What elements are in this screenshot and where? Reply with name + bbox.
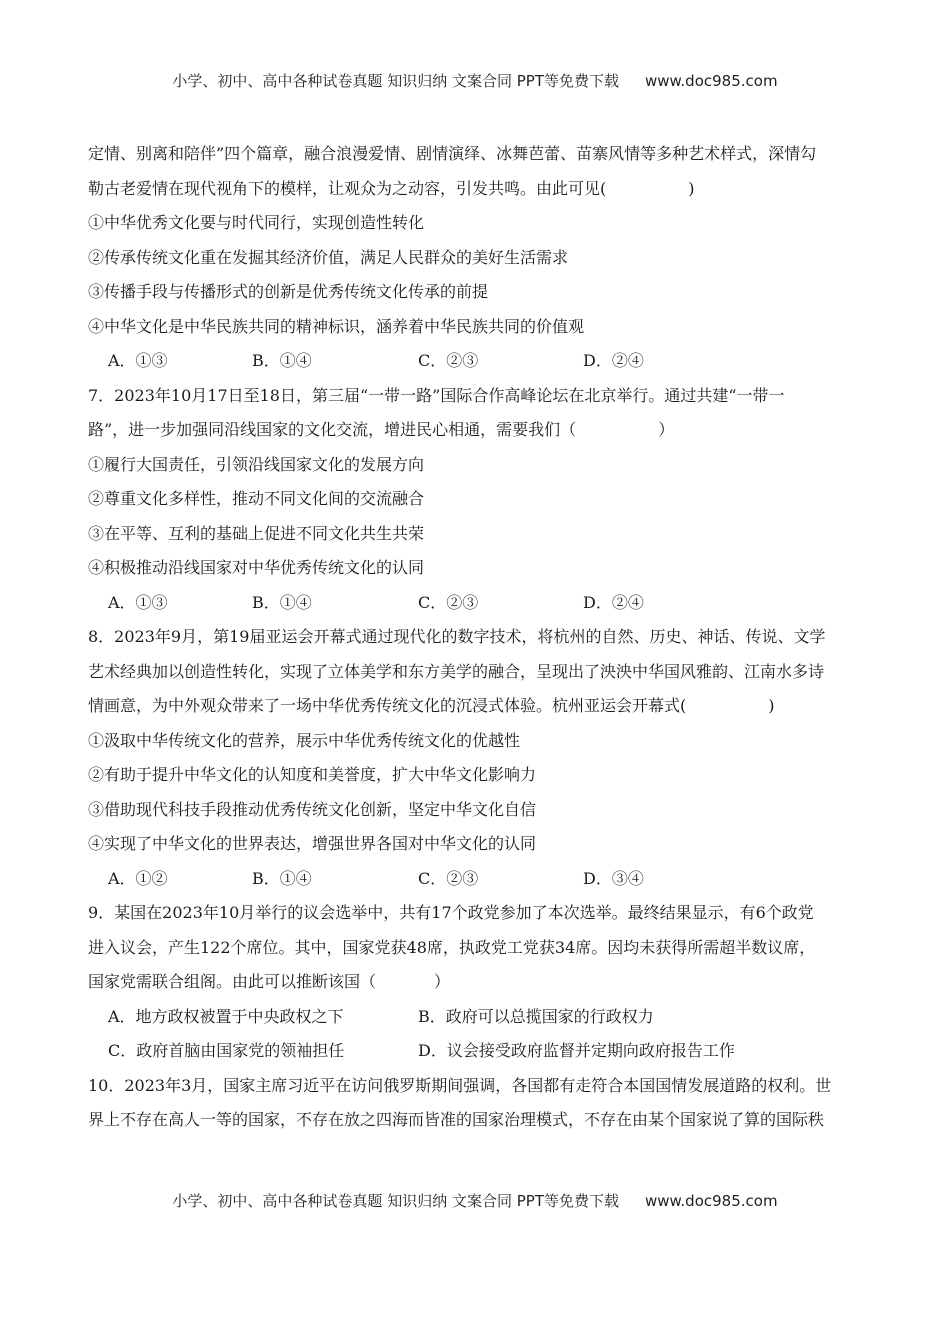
answer-options	[88, 344, 863, 379]
question-line: 艺术经典加以创造性转化，实现了立体美学和东方美学的融合，呈现出了泱泱中华国风雅韵、江南水多诗	[88, 661, 825, 681]
question-line: 定情、别离和陪伴”四个篇章，融合浪漫爱情、剧情演绎、冰舞芭蕾、苗寨风情等多种艺术样式，深情勾	[88, 144, 817, 163]
statement: ③在平等、互利的基础上促进不同文化共生共荣	[88, 523, 425, 543]
question-line: 10．2023年3月，国家主席习近平在访问俄罗斯期间强调，各国都有走符合本国国情发展道路的权利。世	[88, 1075, 832, 1095]
statement: ①中华优秀文化要与时代同行，实现创造性转化	[88, 213, 425, 232]
option-b[interactable]: B．政府可以总揽国家的行政权力	[418, 1006, 654, 1026]
question-line: 进入议会，产生122个席位。其中，国家党获48席，执政党工党获34席。因均未获得所需超半数议席，	[88, 937, 816, 957]
question-6	[88, 137, 863, 379]
option-c[interactable]: C．②③	[418, 351, 479, 370]
option-d[interactable]: D．议会接受政府监督并定期向政府报告工作	[418, 1041, 735, 1060]
statement: ④实现了中华文化的世界表达，增强世界各国对中华文化的认同	[88, 834, 537, 853]
option-a[interactable]: A．地方政权被置于中央政权之下	[108, 1006, 344, 1026]
option-a[interactable]: A．①③	[108, 351, 168, 370]
statement: ②尊重文化多样性，推动不同文化间的交流融合	[88, 489, 425, 508]
statement: ④中华文化是中华民族共同的精神标识，涵养着中华民族共同的价值观	[88, 316, 585, 336]
option-b[interactable]: B．①④	[252, 868, 312, 888]
question-10	[88, 1069, 863, 1138]
footer-url[interactable]: www.doc985.com	[644, 1192, 778, 1210]
header-text: 小学、初中、高中各种试卷真题 知识归纳 文案合同 PPT等免费下载	[172, 72, 619, 90]
statement: ②传承传统文化重在发掘其经济价值，满足人民群众的美好生活需求	[88, 247, 569, 267]
question-line: 8．2023年9月，第19届亚运会开幕式通过现代化的数字技术，将杭州的自然、历史、神话、传说、文学	[88, 627, 826, 646]
statement: ①履行大国责任，引领沿线国家文化的发展方向	[88, 454, 425, 474]
question-8	[88, 620, 863, 896]
option-d[interactable]: D．②④	[583, 592, 644, 612]
option-b[interactable]: B．①④	[252, 351, 312, 370]
option-a[interactable]: A．①②	[108, 868, 168, 888]
question-line: 界上不存在高人一等的国家，不存在放之四海而皆准的国家治理模式，不存在由某个国家说了算的国际秩	[88, 1110, 825, 1129]
footer-text: 小学、初中、高中各种试卷真题 知识归纳 文案合同 PPT等免费下载	[172, 1192, 619, 1210]
question-line: 7．2023年10月17日至18日，第三届“一带一路”国际合作高峰论坛在北京举行。通过共建“一带一	[88, 385, 785, 405]
statement: ③借助现代科技手段推动优秀传统文化创新，坚定中华文化自信	[88, 799, 537, 819]
option-d[interactable]: D．②④	[583, 351, 644, 370]
page-header	[0, 70, 950, 91]
option-c[interactable]: C．②③	[418, 868, 479, 888]
option-c[interactable]: C．政府首脑由国家党的领袖担任	[108, 1041, 345, 1060]
statement: ④积极推动沿线国家对中华优秀传统文化的认同	[88, 558, 425, 577]
answer-options	[88, 586, 863, 621]
question-9	[88, 896, 863, 1069]
answer-options	[88, 862, 863, 897]
statement: ①汲取中华传统文化的营养，展示中华优秀传统文化的优越性	[88, 730, 521, 750]
option-a[interactable]: A．①③	[108, 592, 168, 612]
question-line: 9．某国在2023年10月举行的议会选举中，共有17个政党参加了本次选举。最终结果显示，有6个政党	[88, 903, 814, 922]
page-footer	[0, 1190, 950, 1211]
statement: ②有助于提升中华文化的认知度和美誉度，扩大中华文化影响力	[88, 765, 537, 784]
option-b[interactable]: B．①④	[252, 592, 312, 612]
question-line: 国家党需联合组阁。由此可以推断该国（ ）	[88, 972, 451, 991]
question-line: 情画意，为中外观众带来了一场中华优秀传统文化的沉浸式体验。杭州亚运会开幕式( )	[88, 696, 775, 715]
option-d[interactable]: D．③④	[583, 868, 644, 888]
answer-options	[88, 1000, 863, 1035]
question-line: 勒古老爱情在现代视角下的模样，让观众为之动容，引发共鸣。由此可见( )	[88, 178, 695, 198]
statement: ③传播手段与传播形式的创新是优秀传统文化传承的前提	[88, 282, 489, 301]
answer-options	[88, 1034, 863, 1069]
exam-content	[88, 137, 863, 1138]
header-url[interactable]: www.doc985.com	[644, 72, 778, 90]
question-line: 路”，进一步加强同沿线国家的文化交流，增进民心相通，需要我们（ ）	[88, 420, 675, 439]
question-7	[88, 379, 863, 621]
option-c[interactable]: C．②③	[418, 592, 479, 612]
